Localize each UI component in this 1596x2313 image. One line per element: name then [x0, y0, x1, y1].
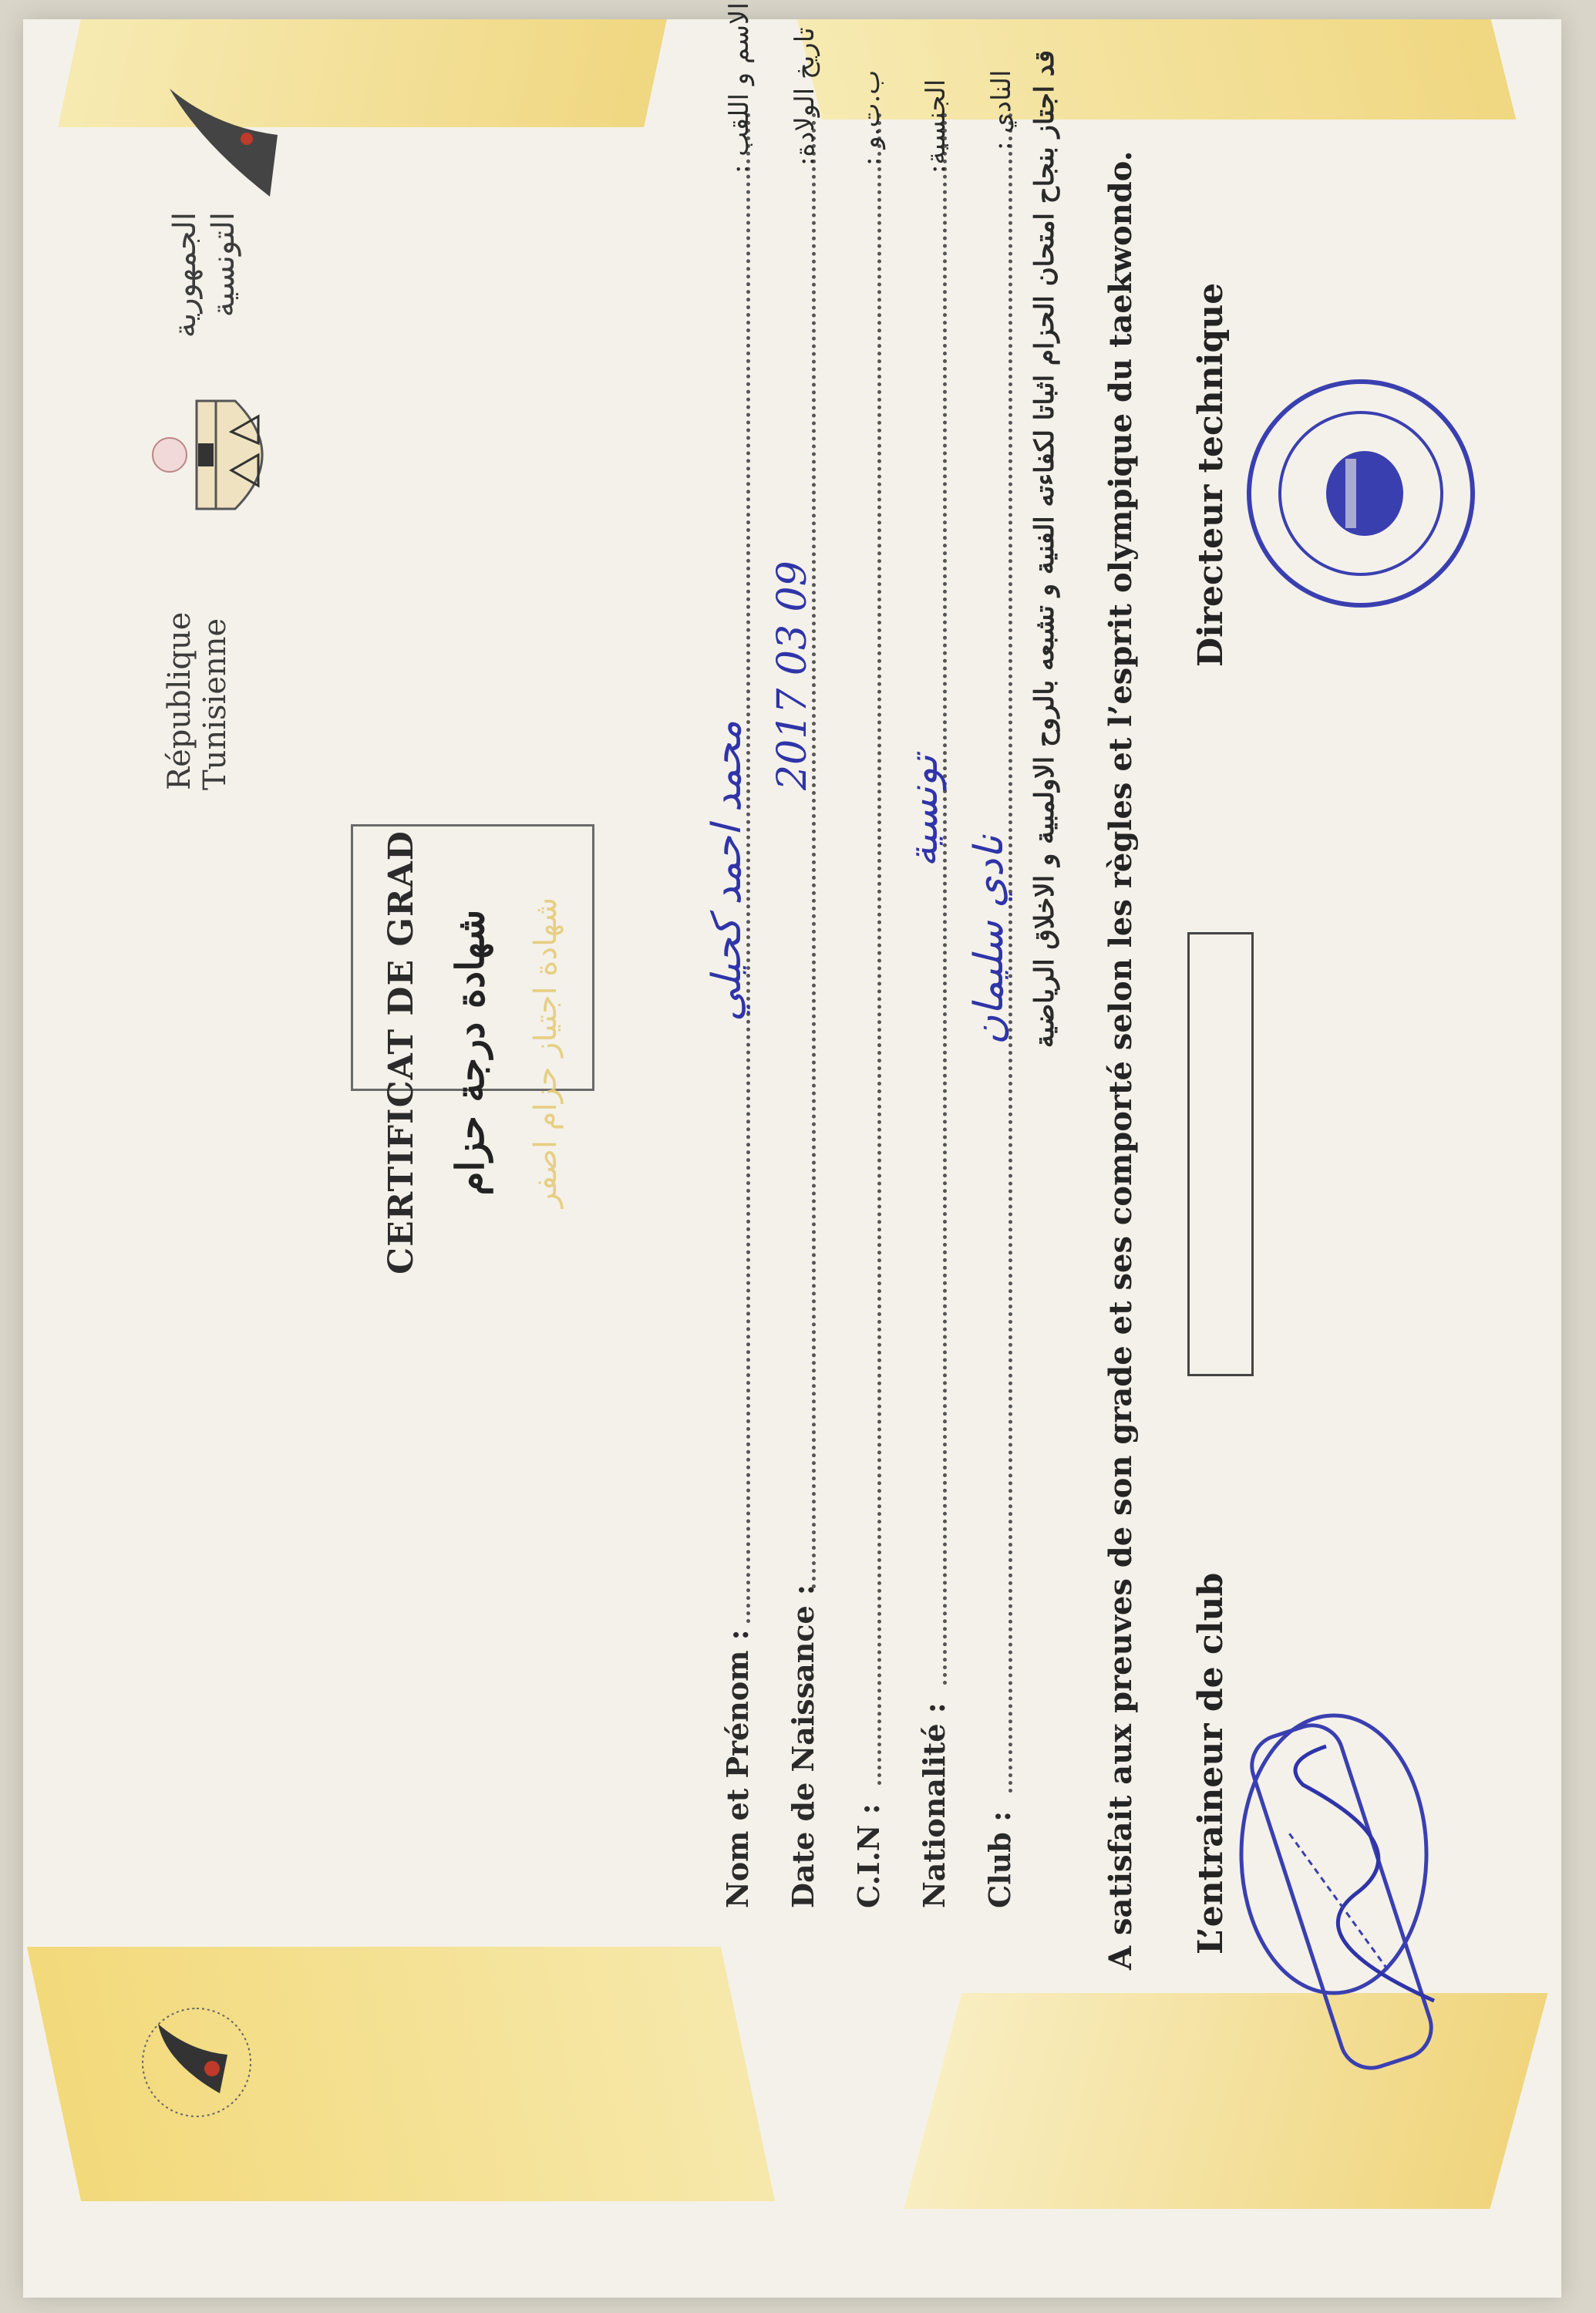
- name-value[interactable]: محمد احمد كحيلي: [704, 720, 750, 1022]
- certificate-title-fr: CERTIFICAT DE GRAD: [382, 830, 421, 1274]
- name-label-ar: الاسم و اللقب :: [724, 2, 755, 173]
- grade-box: [1187, 932, 1254, 1376]
- republic-name-fr: République Tunisienne: [162, 611, 233, 790]
- nationality-value[interactable]: تونسية: [901, 755, 947, 867]
- birth-dotted-line: [812, 112, 816, 1588]
- taekwondo-logo-icon: [135, 2001, 258, 2124]
- name-label-fr: Nom et Prénom :: [720, 1629, 755, 1908]
- nationality-dotted-line: [943, 112, 947, 1685]
- nationality-row: [902, 58, 956, 1908]
- technical-director-label: Directeur technique: [1191, 282, 1231, 667]
- club-row: [968, 58, 1022, 1908]
- certificate-title-ar: شهادة درجة حزام: [447, 909, 493, 1196]
- club-stamp-icon: [1241, 374, 1480, 613]
- republic-name-ar: الجمهورية التونسية: [167, 212, 241, 338]
- coat-of-arms-icon: [143, 370, 297, 540]
- certificate-subtitle-ar: شهادة اجتياز حزام اصفر: [528, 897, 564, 1208]
- club-label-fr: Club :: [982, 1810, 1017, 1908]
- birth-label-ar: تاريخ الولادة:: [790, 27, 820, 166]
- cin-row: [837, 58, 891, 1908]
- name-row: [704, 2, 759, 1908]
- cin-label-fr: C.I.N :: [851, 1803, 886, 1908]
- coach-signature-label: L’entraineur de club: [1191, 1572, 1231, 1954]
- cin-dotted-line: [877, 112, 881, 1785]
- oath-text-fr: A satisfait aux preuves de son grade et ses comporté selon les règles et l’esprit olympique du taekwondo.: [1103, 150, 1139, 1970]
- nationality-label-ar: الجنسية:: [921, 79, 951, 173]
- nationality-label-fr: Nationalité :: [917, 1702, 951, 1908]
- birth-value[interactable]: 2017 03 09: [769, 561, 816, 790]
- birth-label-fr: Date de Naissance :: [786, 1584, 820, 1908]
- club-value[interactable]: نادي سليمان: [966, 835, 1012, 1045]
- coach-stamp-icon: [1203, 1692, 1480, 2093]
- cin-label-ar: ب.ت.و :: [855, 69, 886, 166]
- oath-text-ar: قد اجتاز بنجاح امتحان الحزام اثباتا لكفاءته الفنية و تشبعه بالروح الاولمبية و الاخلاق الرياضية: [1029, 50, 1060, 1049]
- club-label-ar: النادي :: [986, 69, 1017, 150]
- birth-row: [769, 27, 825, 1908]
- federation-logo-icon: [154, 66, 293, 212]
